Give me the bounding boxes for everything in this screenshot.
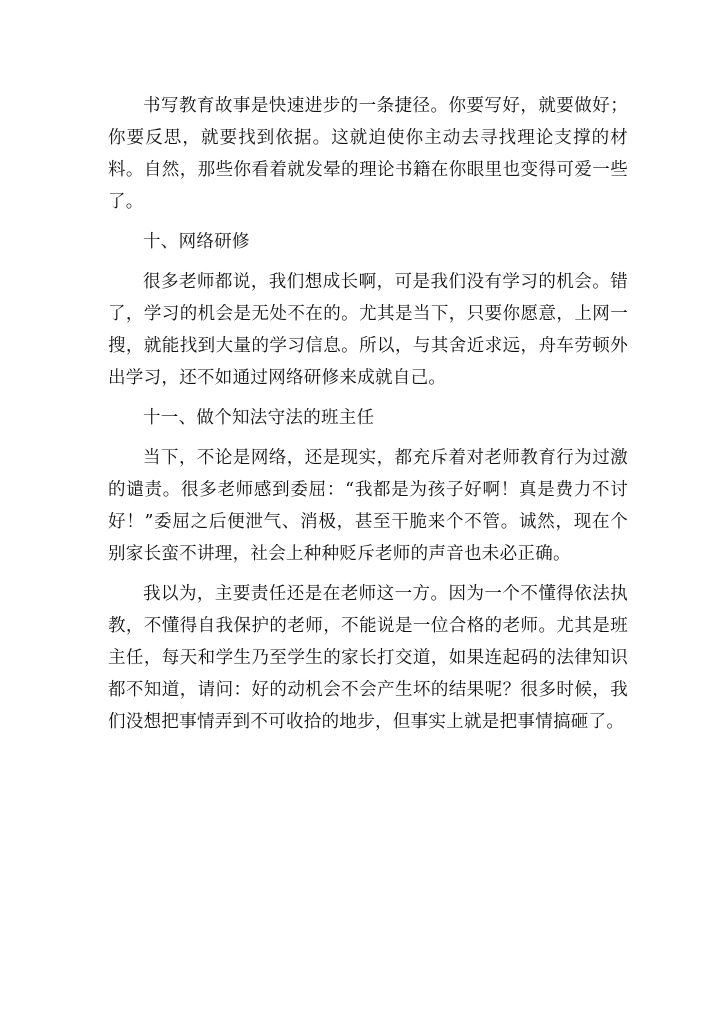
heading-section-10: 十、网络研修 [143,232,250,252]
document-page [108,90,628,738]
paragraph-criticism: 当下，不论是网络，还是现实，都充斥着对老师教育行为过激的谴责。很多老师感到委屈：“我都是为孩子好啊！真是费力不讨好！”委屈之后便泄气、消极，甚至干脆来个不管。诚然，现在个别家长蛮不讲理，社会上种种贬斥老师的声音也未必正确。 [108,448,628,564]
heading-section-11: 十一、做个知法守法的班主任 [143,408,375,428]
paragraph-online-learning: 很多老师都说，我们想成长啊，可是我们没有学习的机会。错了，学习的机会是无处不在的。尤其是当下，只要你愿意，上网一搜，就能找到大量的学习信息。所以，与其舍近求远，舟车劳顿外出学习，还不如通过网络研修来成就自己。 [108,272,628,388]
paragraph-responsibility: 我以为，主要责任还是在老师这一方。因为一个不懂得依法执教，不懂得自我保护的老师，不能说是一位合格的老师。尤其是班主任，每天和学生乃至学生的家长打交道，如果连起码的法律知识都不知道，请问：好的动机会不会产生坏的结果呢？很多时候，我们没想把事情弄到不可收拾的地步，但事实上就是把事情搞砸了。 [108,584,628,732]
paragraph-writing-stories: 书写教育故事是快速进步的一条捷径。你要写好，就要做好；你要反思，就要找到依据。这就迫使你主动去寻找理论支撑的材料。自然，那些你看着就发晕的理论书籍在你眼里也变得可爱一些了。 [108,96,628,212]
